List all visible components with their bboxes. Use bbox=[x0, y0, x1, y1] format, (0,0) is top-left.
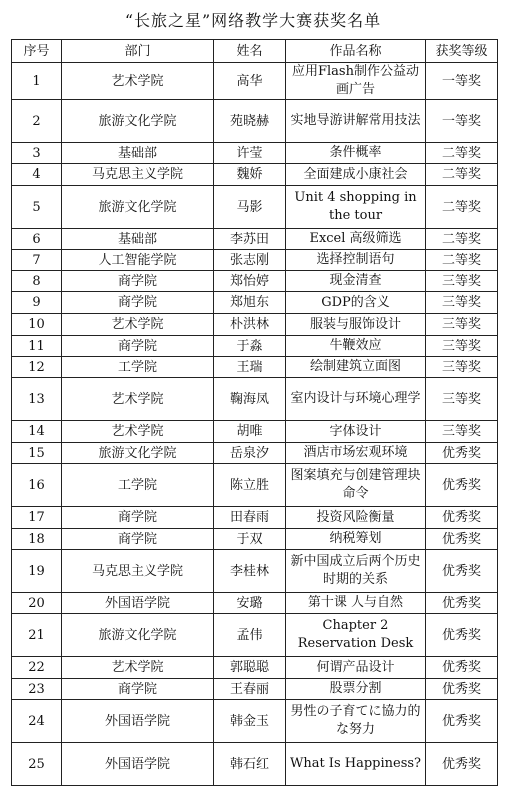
cell-work: 股票分割 bbox=[286, 679, 426, 700]
table-row bbox=[12, 100, 498, 143]
table-row bbox=[12, 143, 498, 164]
cell-no: 9 bbox=[12, 292, 62, 314]
cell-dept: 马克思主义学院 bbox=[62, 164, 214, 186]
cell-no: 5 bbox=[12, 186, 62, 229]
cell-level: 优秀奖 bbox=[426, 700, 498, 743]
cell-name: 马影 bbox=[214, 186, 286, 229]
cell-name: 魏娇 bbox=[214, 164, 286, 186]
cell-name: 韩金玉 bbox=[214, 700, 286, 743]
cell-dept: 外国语学院 bbox=[62, 743, 214, 786]
cell-no: 25 bbox=[12, 743, 62, 786]
cell-no: 17 bbox=[12, 507, 62, 529]
cell-work: 条件概率 bbox=[286, 143, 426, 164]
cell-dept: 工学院 bbox=[62, 464, 214, 507]
cell-no: 7 bbox=[12, 250, 62, 271]
table-row bbox=[12, 700, 498, 743]
cell-name: 王瑞 bbox=[214, 357, 286, 378]
cell-level: 优秀奖 bbox=[426, 614, 498, 657]
cell-level: 三等奖 bbox=[426, 271, 498, 292]
table-row bbox=[12, 507, 498, 529]
cell-no: 20 bbox=[12, 593, 62, 614]
cell-level: 优秀奖 bbox=[426, 593, 498, 614]
cell-dept: 艺术学院 bbox=[62, 314, 214, 336]
cell-name: 于双 bbox=[214, 529, 286, 550]
cell-name: 张志刚 bbox=[214, 250, 286, 271]
cell-work: 实地导游讲解常用技法 bbox=[286, 100, 426, 143]
cell-dept: 马克思主义学院 bbox=[62, 550, 214, 593]
cell-work: 应用Flash制作公益动画广告 bbox=[286, 63, 426, 100]
cell-work: 图案填充与创建管理块命令 bbox=[286, 464, 426, 507]
cell-name: 朴洪林 bbox=[214, 314, 286, 336]
cell-name: 王春丽 bbox=[214, 679, 286, 700]
cell-level: 二等奖 bbox=[426, 186, 498, 229]
table-row bbox=[12, 271, 498, 292]
cell-no: 16 bbox=[12, 464, 62, 507]
cell-level: 二等奖 bbox=[426, 143, 498, 164]
cell-work: 字体设计 bbox=[286, 421, 426, 443]
cell-work: Unit 4 shopping in the tour bbox=[286, 186, 426, 229]
cell-level: 优秀奖 bbox=[426, 657, 498, 679]
table-row bbox=[12, 743, 498, 786]
cell-level: 一等奖 bbox=[426, 63, 498, 100]
cell-no: 24 bbox=[12, 700, 62, 743]
cell-level: 三等奖 bbox=[426, 421, 498, 443]
cell-dept: 旅游文化学院 bbox=[62, 443, 214, 464]
cell-work: 男性の子育てに協力的な努力 bbox=[286, 700, 426, 743]
cell-level: 二等奖 bbox=[426, 229, 498, 250]
header-dept: 部门 bbox=[62, 40, 214, 63]
cell-work: 绘制建筑立面图 bbox=[286, 357, 426, 378]
cell-dept: 商学院 bbox=[62, 271, 214, 292]
award-list-table bbox=[11, 39, 498, 786]
cell-name: 许莹 bbox=[214, 143, 286, 164]
cell-work: Chapter 2 Reservation Desk bbox=[286, 614, 426, 657]
cell-no: 2 bbox=[12, 100, 62, 143]
cell-no: 1 bbox=[12, 63, 62, 100]
cell-dept: 人工智能学院 bbox=[62, 250, 214, 271]
cell-name: 苑晓赫 bbox=[214, 100, 286, 143]
cell-level: 优秀奖 bbox=[426, 550, 498, 593]
cell-no: 19 bbox=[12, 550, 62, 593]
cell-level: 三等奖 bbox=[426, 292, 498, 314]
cell-work: Excel 高级筛选 bbox=[286, 229, 426, 250]
table-row bbox=[12, 336, 498, 357]
cell-level: 优秀奖 bbox=[426, 507, 498, 529]
table-row bbox=[12, 314, 498, 336]
cell-dept: 旅游文化学院 bbox=[62, 186, 214, 229]
cell-dept: 艺术学院 bbox=[62, 657, 214, 679]
cell-name: 李桂林 bbox=[214, 550, 286, 593]
cell-name: 于淼 bbox=[214, 336, 286, 357]
cell-level: 优秀奖 bbox=[426, 443, 498, 464]
cell-dept: 旅游文化学院 bbox=[62, 100, 214, 143]
header-no: 序号 bbox=[12, 40, 62, 63]
cell-name: 高华 bbox=[214, 63, 286, 100]
cell-level: 一等奖 bbox=[426, 100, 498, 143]
cell-dept: 艺术学院 bbox=[62, 378, 214, 421]
cell-work: GDP的含义 bbox=[286, 292, 426, 314]
table-row bbox=[12, 357, 498, 378]
header-work: 作品名称 bbox=[286, 40, 426, 63]
cell-work: 室内设计与环境心理学 bbox=[286, 378, 426, 421]
table-row bbox=[12, 657, 498, 679]
cell-no: 3 bbox=[12, 143, 62, 164]
table-row bbox=[12, 250, 498, 271]
cell-dept: 基础部 bbox=[62, 229, 214, 250]
cell-name: 田春雨 bbox=[214, 507, 286, 529]
cell-no: 22 bbox=[12, 657, 62, 679]
table-row bbox=[12, 529, 498, 550]
cell-name: 李苏田 bbox=[214, 229, 286, 250]
cell-work: 牛鞭效应 bbox=[286, 336, 426, 357]
cell-name: 韩石红 bbox=[214, 743, 286, 786]
cell-no: 10 bbox=[12, 314, 62, 336]
cell-no: 18 bbox=[12, 529, 62, 550]
cell-no: 14 bbox=[12, 421, 62, 443]
table-row bbox=[12, 63, 498, 100]
cell-name: 孟伟 bbox=[214, 614, 286, 657]
cell-level: 三等奖 bbox=[426, 336, 498, 357]
cell-level: 二等奖 bbox=[426, 164, 498, 186]
cell-no: 23 bbox=[12, 679, 62, 700]
cell-dept: 商学院 bbox=[62, 679, 214, 700]
cell-work: 全面建成小康社会 bbox=[286, 164, 426, 186]
cell-dept: 基础部 bbox=[62, 143, 214, 164]
cell-name: 郑怡婷 bbox=[214, 271, 286, 292]
cell-dept: 外国语学院 bbox=[62, 700, 214, 743]
table-row bbox=[12, 229, 498, 250]
header-name: 姓名 bbox=[214, 40, 286, 63]
cell-work: 何谓产品设计 bbox=[286, 657, 426, 679]
cell-name: 鞠海凤 bbox=[214, 378, 286, 421]
cell-work: 选择控制语句 bbox=[286, 250, 426, 271]
cell-level: 三等奖 bbox=[426, 314, 498, 336]
cell-no: 15 bbox=[12, 443, 62, 464]
table-row bbox=[12, 186, 498, 229]
cell-no: 13 bbox=[12, 378, 62, 421]
cell-level: 优秀奖 bbox=[426, 464, 498, 507]
cell-no: 21 bbox=[12, 614, 62, 657]
cell-name: 岳泉汐 bbox=[214, 443, 286, 464]
cell-work: 第十课 人与自然 bbox=[286, 593, 426, 614]
table-row bbox=[12, 614, 498, 657]
document-title: “长旅之星”网络教学大赛获奖名单 bbox=[124, 11, 382, 30]
cell-dept: 商学院 bbox=[62, 507, 214, 529]
cell-work: 纳税筹划 bbox=[286, 529, 426, 550]
cell-name: 郑旭东 bbox=[214, 292, 286, 314]
cell-name: 郭聪聪 bbox=[214, 657, 286, 679]
table-row bbox=[12, 292, 498, 314]
table-row bbox=[12, 164, 498, 186]
cell-dept: 商学院 bbox=[62, 336, 214, 357]
cell-name: 胡唯 bbox=[214, 421, 286, 443]
cell-work: 新中国成立后两个历史时期的关系 bbox=[286, 550, 426, 593]
cell-no: 4 bbox=[12, 164, 62, 186]
cell-no: 8 bbox=[12, 271, 62, 292]
cell-no: 12 bbox=[12, 357, 62, 378]
cell-work: 酒店市场宏观环境 bbox=[286, 443, 426, 464]
cell-dept: 工学院 bbox=[62, 357, 214, 378]
table-header-row bbox=[12, 40, 498, 63]
cell-work: What Is Happiness? bbox=[286, 743, 426, 786]
cell-dept: 商学院 bbox=[62, 529, 214, 550]
cell-no: 11 bbox=[12, 336, 62, 357]
cell-level: 三等奖 bbox=[426, 378, 498, 421]
cell-level: 优秀奖 bbox=[426, 679, 498, 700]
cell-work: 现金清查 bbox=[286, 271, 426, 292]
cell-work: 投资风险衡量 bbox=[286, 507, 426, 529]
cell-dept: 旅游文化学院 bbox=[62, 614, 214, 657]
table-row bbox=[12, 679, 498, 700]
cell-dept: 外国语学院 bbox=[62, 593, 214, 614]
cell-dept: 商学院 bbox=[62, 292, 214, 314]
cell-level: 优秀奖 bbox=[426, 529, 498, 550]
table-row bbox=[12, 464, 498, 507]
cell-level: 二等奖 bbox=[426, 250, 498, 271]
cell-level: 优秀奖 bbox=[426, 743, 498, 786]
cell-level: 三等奖 bbox=[426, 357, 498, 378]
cell-dept: 艺术学院 bbox=[62, 63, 214, 100]
cell-work: 服装与服饰设计 bbox=[286, 314, 426, 336]
cell-no: 6 bbox=[12, 229, 62, 250]
cell-name: 安璐 bbox=[214, 593, 286, 614]
table-row bbox=[12, 550, 498, 593]
table-row bbox=[12, 378, 498, 421]
table-row bbox=[12, 443, 498, 464]
header-level: 获奖等级 bbox=[426, 40, 498, 63]
cell-name: 陈立胜 bbox=[214, 464, 286, 507]
cell-dept: 艺术学院 bbox=[62, 421, 214, 443]
table-row bbox=[12, 421, 498, 443]
table-row bbox=[12, 593, 498, 614]
